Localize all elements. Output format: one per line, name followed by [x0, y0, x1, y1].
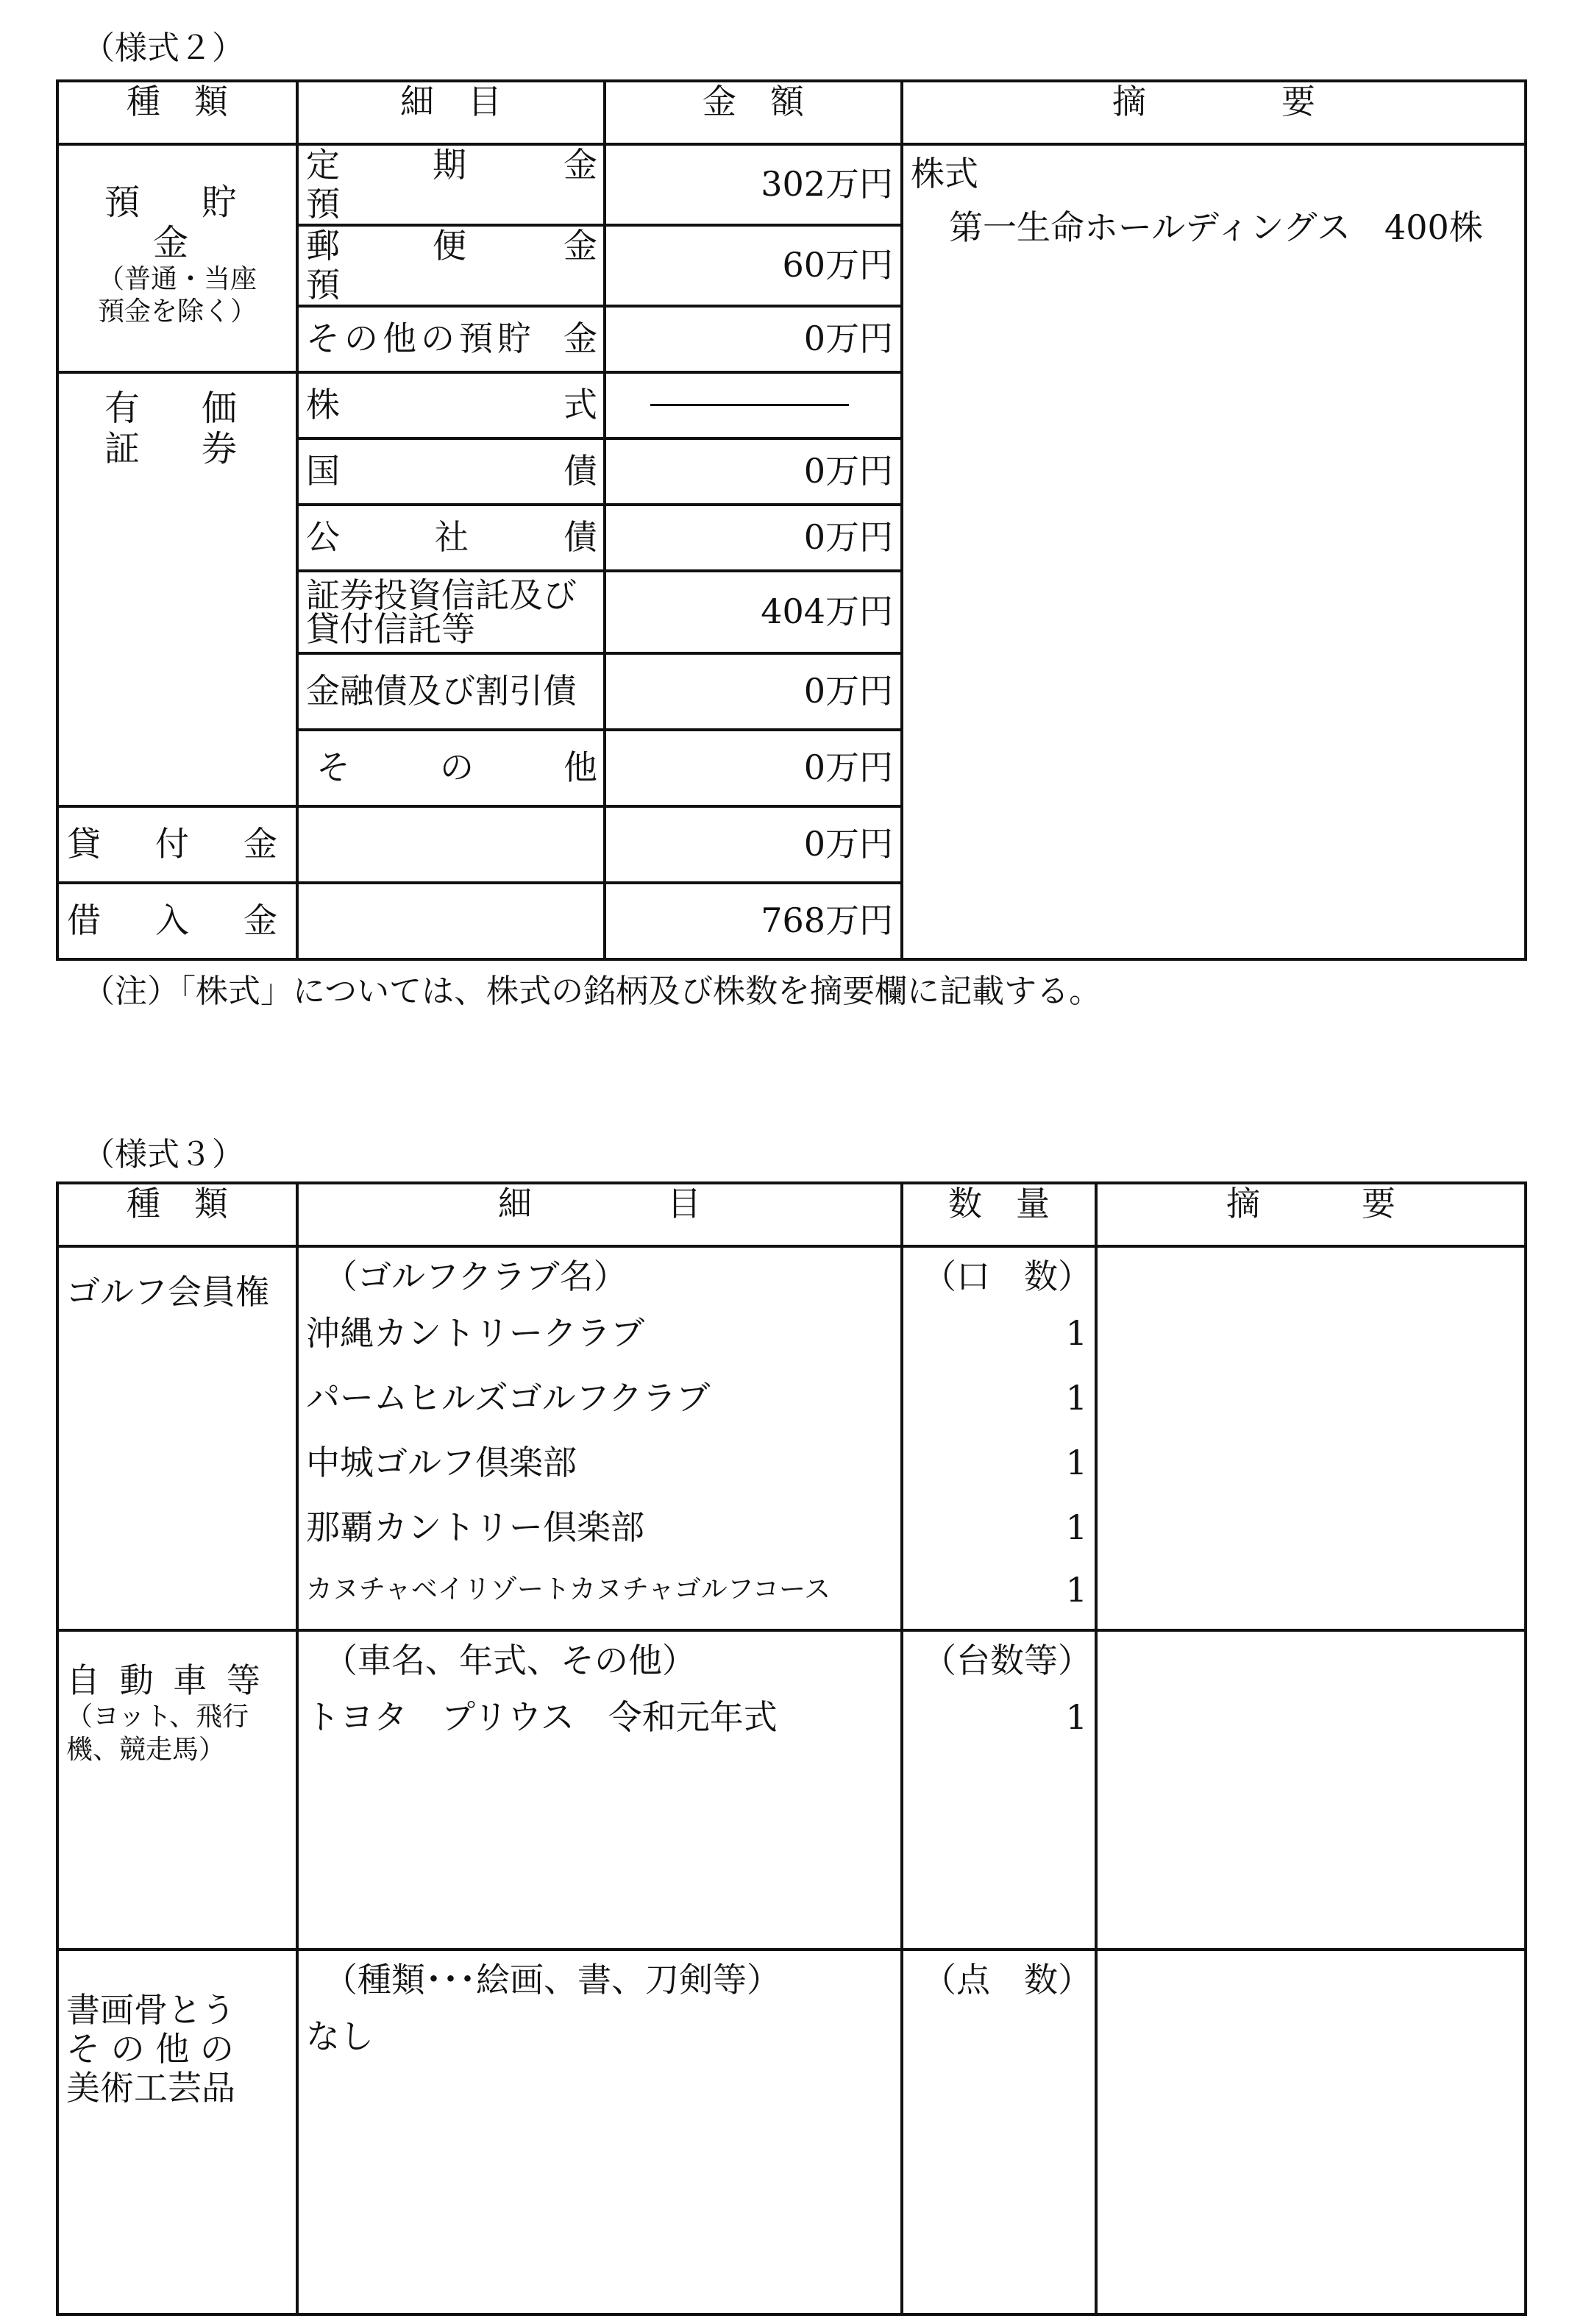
detail-financial-bonds: 金融債及び割引債 — [297, 653, 605, 730]
form2-header-row — [57, 81, 1526, 144]
row-golf — [57, 1246, 1526, 1630]
category-borrowings-label: 借 入 金 — [67, 900, 288, 941]
detail-label-end: 債 — [563, 451, 597, 491]
header-amount: 金 額 — [605, 81, 902, 144]
stocks-dash — [650, 404, 849, 406]
detail-label: そ — [316, 747, 350, 788]
category-art — [57, 1950, 297, 2314]
category-deposits — [57, 144, 297, 372]
category-golf — [57, 1246, 297, 1630]
detail-label-mid: 社 — [435, 517, 469, 558]
golf-club-name: 那覇カントリー倶楽部 — [306, 1507, 644, 1547]
detail-trusts-line2: 貸付信託等 — [306, 608, 475, 649]
header-kind: 種 類 — [57, 81, 297, 144]
detail-label: 定 期 預 — [306, 145, 559, 224]
detail-label: 株 — [306, 385, 340, 425]
category-art-label-2: そ の 他 の — [66, 2028, 234, 2069]
row-vehicles — [57, 1630, 1526, 1950]
detail-gov-bonds — [297, 438, 605, 505]
qty-art-head: （点 数） — [922, 1960, 1092, 2000]
form2-remarks-cell — [902, 144, 1526, 959]
detail-vehicles-head: （車名、年式、その他） — [324, 1641, 696, 1680]
golf-club-name: 中城ゴルフ倶楽部 — [306, 1443, 577, 1482]
header-detail: 細 目 — [297, 1183, 902, 1246]
detail-loans-receivable — [297, 806, 605, 883]
detail-corp-bonds — [297, 505, 605, 571]
category-loans-receivable-label: 貸 付 金 — [67, 824, 288, 864]
category-deposits-label: 預 貯 金 — [104, 182, 299, 264]
amount-other-deposit: 0万円 — [605, 306, 902, 372]
form3-caption: （様式３） — [82, 1136, 244, 1173]
form3-table — [56, 1181, 1527, 2316]
golf-club-name: パームヒルズゴルフクラブ — [306, 1378, 711, 1418]
amount-corp-bonds: 0万円 — [605, 505, 902, 571]
vehicle-qty: 1 — [1065, 1697, 1087, 1737]
amount-borrowings: 768万円 — [605, 883, 902, 959]
detail-label-end: 他 — [563, 747, 597, 788]
detail-stocks — [297, 372, 605, 438]
category-art-label-3: 美術工芸品 — [66, 2067, 235, 2108]
category-vehicles — [57, 1630, 297, 1950]
detail-trusts — [297, 571, 605, 653]
category-art-label-1: 書画骨とう — [66, 1990, 235, 2030]
amount-time-deposit: 302万円 — [605, 144, 902, 225]
form2-footnote: （注）「株式」については、株式の銘柄及び株数を摘要欄に記載する。 — [82, 973, 1102, 1010]
detail-label-end: 式 — [563, 385, 597, 425]
golf-qty: 1 — [1065, 1378, 1087, 1418]
qty-golf — [902, 1246, 1096, 1630]
golf-qty: 1 — [1065, 1313, 1087, 1353]
detail-label-end: 金 — [563, 145, 597, 185]
category-vehicles-note-1: （ヨット、飛行 — [66, 1701, 249, 1732]
qty-art — [902, 1950, 1096, 2314]
golf-qty: 1 — [1065, 1570, 1087, 1610]
remarks-vehicles — [1096, 1630, 1526, 1950]
qty-vehicles — [902, 1630, 1096, 1950]
category-deposits-note-1: （普通・当座 — [97, 264, 257, 295]
detail-label-end: 金 — [563, 225, 597, 266]
amount-stocks — [605, 372, 902, 438]
amount-trusts: 404万円 — [605, 571, 902, 653]
amount-loans-receivable: 0万円 — [605, 806, 902, 883]
remarks-art — [1096, 1950, 1526, 2314]
detail-art — [297, 1950, 902, 2314]
amount-postal-deposit: 60万円 — [605, 225, 902, 306]
golf-qty: 1 — [1065, 1507, 1087, 1547]
row-time-deposit — [57, 144, 1526, 225]
amount-gov-bonds: 0万円 — [605, 438, 902, 505]
form2-caption: （様式２） — [82, 29, 244, 67]
detail-other-deposit — [297, 306, 605, 372]
form3-header-row — [57, 1183, 1526, 1246]
vehicle-name: トヨタ プリウス 令和元年式 — [306, 1697, 778, 1737]
detail-golf-head: （ゴルフクラブ名） — [324, 1257, 627, 1296]
detail-label: その他の預貯 — [306, 319, 536, 359]
qty-vehicles-head: （台数等） — [922, 1641, 1092, 1680]
category-loans-receivable — [57, 806, 297, 883]
qty-golf-head: （口 数） — [922, 1257, 1092, 1296]
header-remarks: 摘 要 — [1096, 1183, 1526, 1246]
detail-label-end: 債 — [563, 517, 597, 558]
golf-club-name: カヌチャベイリゾートカヌチャゴルフコース — [306, 1574, 831, 1605]
detail-label-end: 金 — [563, 319, 597, 359]
detail-label: 公 — [306, 517, 340, 558]
detail-label: 郵 便 預 — [306, 225, 559, 305]
category-deposits-note-2: 預金を除く） — [97, 296, 257, 327]
header-detail: 細 目 — [297, 81, 605, 144]
amount-financial-bonds: 0万円 — [605, 653, 902, 730]
golf-qty: 1 — [1065, 1443, 1087, 1482]
row-art — [57, 1950, 1526, 2314]
header-remarks: 摘 要 — [902, 81, 1526, 144]
remarks-title: 株式 — [911, 154, 978, 193]
detail-label-mid: の — [440, 747, 474, 788]
detail-other-securities — [297, 730, 605, 806]
golf-club-name: 沖縄カントリークラブ — [306, 1313, 644, 1353]
header-kind: 種 類 — [57, 1183, 297, 1246]
category-vehicles-label: 自 動 車 等 — [66, 1660, 265, 1700]
detail-art-head: （種類･･･絵画、書、刀剣等） — [324, 1960, 780, 2000]
category-vehicles-note-2: 機、競走馬） — [66, 1734, 226, 1765]
category-securities-label: 有 価 証 券 — [104, 387, 299, 469]
detail-trusts-line1: 証券投資信託及び — [306, 575, 577, 615]
detail-borrowings — [297, 883, 605, 959]
detail-golf — [297, 1246, 902, 1630]
header-qty: 数 量 — [902, 1183, 1096, 1246]
category-golf-label: ゴルフ会員権 — [66, 1272, 269, 1312]
remarks-stock-line: 第一生命ホールディングス 400株 — [949, 207, 1483, 247]
form2-table — [56, 79, 1527, 961]
category-borrowings — [57, 883, 297, 959]
detail-vehicles — [297, 1630, 902, 1950]
detail-label: 国 — [306, 451, 340, 491]
amount-other-securities: 0万円 — [605, 730, 902, 806]
remarks-golf — [1096, 1246, 1526, 1630]
art-value: なし — [306, 2016, 374, 2056]
detail-postal-deposit — [297, 225, 605, 306]
detail-time-deposit — [297, 144, 605, 225]
category-securities — [57, 372, 297, 806]
